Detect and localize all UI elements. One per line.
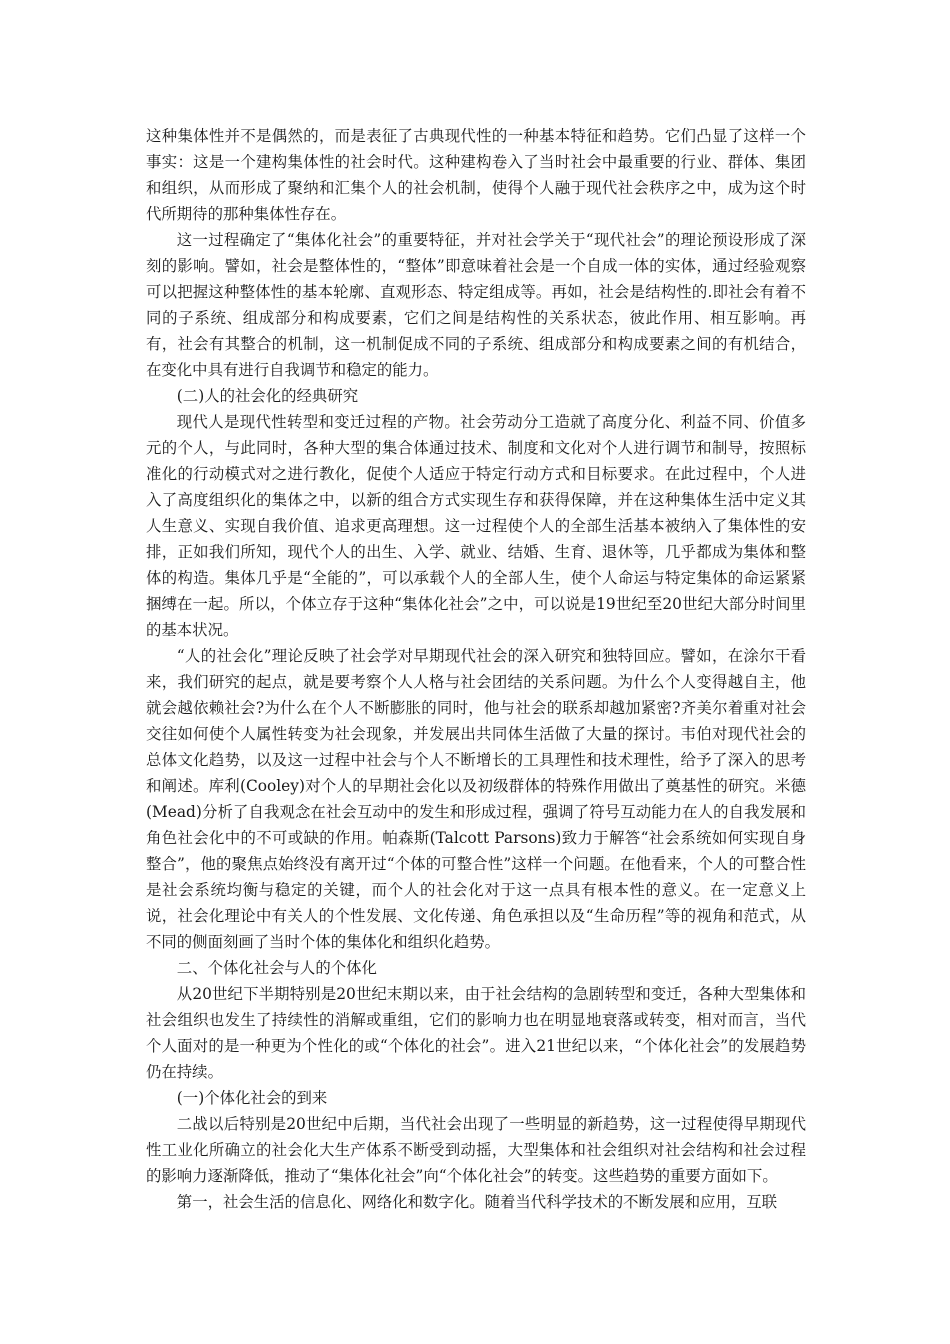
section-heading-arrival: (一)个体化社会的到来 [176, 1089, 328, 1107]
paragraph-late-20th-century: 从20世纪下半期特别是20世纪末期以来，由于社会结构的急剧转型和变迁，各种大型集体和社会组织也发生了持续性的消解或重组，它们的影响力也在明显地衰落或转变，相对而言，当代个人面对的是一种更为个性化的或“个体化的社会”。进入21世纪以来，“个体化社会”的发展趋势仍在持续。 [146, 985, 806, 1081]
paragraph-modern-person: 现代人是现代性转型和变迁过程的产物。社会劳动分工造就了高度分化、利益不同、价值多元的个人，与此同时，各种大型的集合体通过技术、制度和文化对个人进行调节和制导，按照标准化的行动模式对之进行教化，促使个人适应于特定行动方式和目标要求。在此过程中，个人进入了高度组织化的集体之中，以新的组合方式实现生存和获得保障，并在这种集体生活中定义其人生意义、实现自我价值、追求更高理想。这一过程使个人的全部生活基本被纳入了集体性的安排，正如我们所知，现代个人的出生、入学、就业、结婚、生育、退休等，几乎都成为集体和整体的构造。集体几乎是“全能的”，可以承载个人的全部人生，使个人命运与特定集体的命运紧紧捆缚在一起。所以，个体立存于这种“集体化社会”之中，可以说是19世纪至20世纪大部分时间里的基本状况。 [146, 413, 806, 639]
paragraph-collective-nature: 这种集体性并不是偶然的，而是表征了古典现代性的一种基本特征和趋势。它们凸显了这样一个事实：这是一个建构集体性的社会时代。这种建构卷入了当时社会中最重要的行业、群体、集团和组织，从而形成了聚纳和汇集个人的社会机制，使得个人融于现代社会秩序之中，成为这个时代所期待的那种集体性存在。 [146, 127, 806, 223]
section-heading-socialization-classics: (二)人的社会化的经典研究 [176, 387, 359, 405]
document-body [146, 123, 806, 1215]
section-heading-individualized-society: 二、个体化社会与人的个体化 [176, 959, 377, 977]
paragraph-collective-society-features: 这一过程确定了“集体化社会”的重要特征，并对社会学关于“现代社会”的理论预设形成了深刻的影响。譬如，社会是整体性的，“整体”即意味着社会是一个自成一体的实体，通过经验观察可以把握这种整体性的基本轮廓、直观形态、特定组成等。再如，社会是结构性的.即社会有着不同的子系统、组成部分和构成要素，它们之间是结构性的关系状态，彼此作用、相互影响。再有，社会有其整合的机制，这一机制促成不同的子系统、组成部分和构成要素之间的有机结合，在变化中具有进行自我调节和稳定的能力。 [146, 231, 806, 379]
paragraph-first-trend: 第一，社会生活的信息化、网络化和数字化。随着当代科学技术的不断发展和应用，互联 [176, 1193, 778, 1211]
paragraph-socialization-theory: “人的社会化”理论反映了社会学对早期现代社会的深入研究和独特回应。譬如，在涂尔干看来，我们研究的起点，就是要考察个人人格与社会团结的关系问题。为什么个人变得越自主，他就会越依赖社会?为什么在个人不断膨胀的同时，他与社会的联系却越加紧密?齐美尔着重对社会交往如何使个人属性转变为社会现象，并发展出共同体生活做了大量的探讨。韦伯对现代社会的总体文化趋势，以及这一过程中社会与个人不断增长的工具理性和技术理性，给予了深入的思考和阐述。库利(Cooley)对个人的早期社会化以及初级群体的特殊作用做出了奠基性的研究。米德(Mead)分析了自我观念在社会互动中的发生和形成过程，强调了符号互动能力在人的自我发展和角色社会化中的不可或缺的作用。帕森斯(Talcott Parsons)致力于解答“社会系统如何实现自身整合”，他的聚焦点始终没有离开过“个体的可整合性”这样一个问题。在他看来，个人的可整合性是社会系统均衡与稳定的关键，而个人的社会化对于这一点具有根本性的意义。在一定意义上说，社会化理论中有关人的个性发展、文化传递、角色承担以及“生命历程”等的视角和范式，从不同的侧面刻画了当时个体的集体化和组织化趋势。 [146, 647, 806, 951]
paragraph-postwar-trends: 二战以后特别是20世纪中后期，当代社会出现了一些明显的新趋势，这一过程使得早期现代性工业化所确立的社会化大生产体系不断受到动摇，大型集体和社会组织对社会结构和社会过程的影响力逐渐降低，推动了“集体化社会”向“个体化社会”的转变。这些趋势的重要方面如下。 [146, 1115, 806, 1185]
